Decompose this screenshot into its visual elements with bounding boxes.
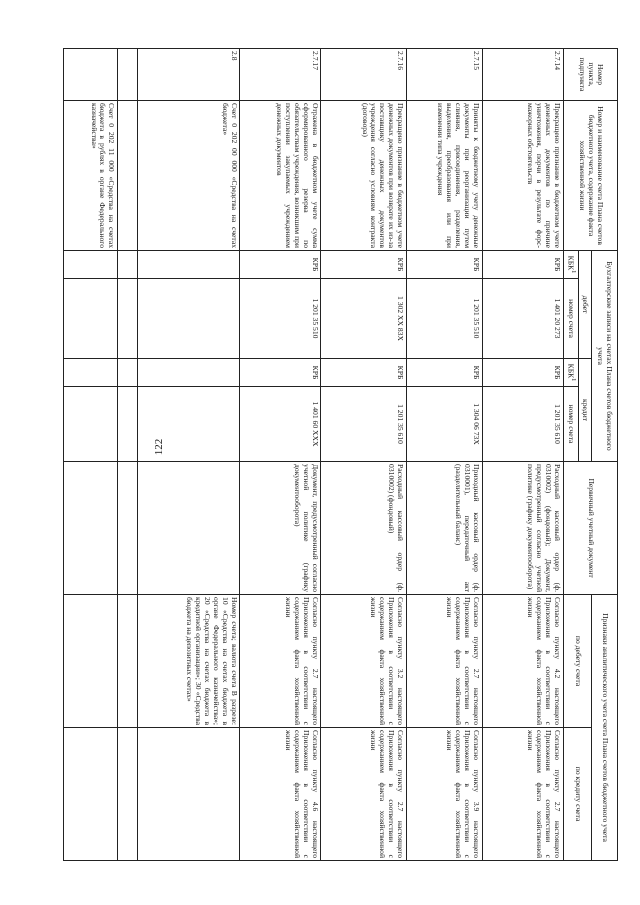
analytics-credit bbox=[137, 728, 240, 861]
analytics-debit bbox=[117, 595, 137, 728]
debit-account: 1 201 35 510 bbox=[240, 279, 321, 359]
kbk-debit: КРБ bbox=[240, 251, 321, 279]
row-description bbox=[117, 101, 137, 251]
analytics-credit bbox=[64, 728, 118, 861]
table-row bbox=[406, 49, 482, 861]
rotated-table-wrapper bbox=[63, 48, 618, 860]
kbk-debit: КРБ bbox=[482, 251, 563, 279]
page-number: 122 bbox=[153, 438, 165, 456]
debit-account bbox=[117, 279, 137, 359]
analytics-debit: Согласно пункту 3.2 настоящего Приложения в соответствии с содержанием факта хозяйственной жизни bbox=[321, 595, 407, 728]
row-number bbox=[64, 49, 118, 101]
table-row bbox=[321, 49, 407, 861]
kbk-debit bbox=[64, 251, 118, 279]
kbk-credit bbox=[137, 359, 240, 387]
header-analytics-debit: по дебету счета bbox=[563, 595, 591, 728]
header-primary-document: Первичный учетный документ bbox=[563, 462, 617, 595]
header-kbk-credit: КБК$^1$ bbox=[563, 359, 578, 387]
header-analytics: Признаки аналитического учета счета Плана счетов бюджетного учета bbox=[592, 595, 618, 861]
analytics-debit bbox=[64, 595, 118, 728]
row-description: Счет 0 202 11 000 «Средства на счетах бюджета в рублях в органе Федерального казначейства» bbox=[64, 101, 118, 251]
credit-account: 1 201 35 610 bbox=[321, 387, 407, 462]
row-description: Приняты к бюджетному учету денежные документы при реорганизации путем слияния, присоединения, разделения, выделения, преобразования или при изменении типа учреждения bbox=[406, 101, 482, 251]
row-description: Прекращено признание в бюджетном учете денежных документов при возврате их из-за поставщику денежных документов учреждения согласно условиям контракта (договора) bbox=[321, 101, 407, 251]
debit-account: 1 201 35 510 bbox=[406, 279, 482, 359]
kbk-credit bbox=[117, 359, 137, 387]
row-number: 2.7.15 bbox=[406, 49, 482, 101]
analytics-credit: Согласно пункту 2.7 настоящего Приложения в соответствии с содержанием факта хозяйственной жизни bbox=[482, 728, 563, 861]
row-number bbox=[117, 49, 137, 101]
debit-account: 1 302 XX 83X bbox=[321, 279, 407, 359]
row-description: Счет 0 202 00 000 «Средства на счетах бюджета» bbox=[137, 101, 240, 251]
header-credit-account: номер счета bbox=[563, 387, 578, 462]
accounting-table bbox=[63, 48, 618, 861]
table-row bbox=[117, 49, 137, 861]
analytics-credit bbox=[117, 728, 137, 861]
header-kbk-debit: КБК$^1$ bbox=[563, 251, 578, 279]
credit-account: 1 401 60 XXX bbox=[240, 387, 321, 462]
credit-account bbox=[117, 387, 137, 462]
row-description: Отражена в бюджетном учете сумма сформированного резерва по обязательствам учреждения, возникшим при поступлении закупаемых учреждением денежных документов bbox=[240, 101, 321, 251]
table-row bbox=[240, 49, 321, 861]
analytics-credit: Согласно пункту 2.7 настоящего Приложения в соответствии с содержанием факта хозяйственной жизни bbox=[321, 728, 407, 861]
row-number: 2.7.14 bbox=[482, 49, 563, 101]
row-number: 2.8 bbox=[137, 49, 240, 101]
primary-document bbox=[64, 462, 118, 595]
analytics-debit: Согласно пункту 4.2 настоящего Приложения в соответствии с содержанием факта хозяйственной жизни bbox=[482, 595, 563, 728]
primary-document: Документ, предусмотренный согласно учетной политике (графику документооборота) bbox=[240, 462, 321, 595]
kbk-debit: КРБ bbox=[406, 251, 482, 279]
kbk-debit bbox=[117, 251, 137, 279]
kbk-credit bbox=[64, 359, 118, 387]
analytics-credit: Согласно пункту 3.9 настоящего Приложения в соответствии с содержанием факта хозяйственной жизни bbox=[406, 728, 482, 861]
row-description: Прекращено признание в бюджетном учете денежных документов по причине уничтожения, порчи в результате форс-мажорных обстоятельств bbox=[482, 101, 563, 251]
debit-account bbox=[137, 279, 240, 359]
header-debit-account: номер счета bbox=[563, 279, 578, 359]
primary-document: Приходный кассовый ордер (ф. 0310001), передаточный акт (разделительный баланс) bbox=[406, 462, 482, 595]
credit-account: 1 304 06 73X bbox=[406, 387, 482, 462]
kbk-credit: КРБ bbox=[321, 359, 407, 387]
header-account-name: Номер и наименование счета Плана счетов бюджетного учета, содержание факта хозяйственной жизни bbox=[563, 101, 617, 251]
debit-account bbox=[64, 279, 118, 359]
row-number: 2.7.17 bbox=[240, 49, 321, 101]
kbk-credit: КРБ bbox=[482, 359, 563, 387]
kbk-debit: КРБ bbox=[321, 251, 407, 279]
header-entries: Бухгалтерские записи на счетах Плана счетов бюджетного учета bbox=[592, 251, 618, 462]
header-debit: дебет bbox=[579, 251, 592, 359]
credit-account: 1 201 35 610 bbox=[482, 387, 563, 462]
kbk-credit: КРБ bbox=[240, 359, 321, 387]
primary-document bbox=[117, 462, 137, 595]
primary-document bbox=[137, 462, 240, 595]
table-row bbox=[137, 49, 240, 861]
header-analytics-credit: по кредиту счета bbox=[563, 728, 591, 861]
table-row bbox=[64, 49, 118, 861]
credit-account bbox=[137, 387, 240, 462]
header-credit: кредит bbox=[579, 359, 592, 462]
analytics-debit: Согласно пункту 2.7 настоящего Приложения в соответствии с содержанием факта хозяйственной жизни bbox=[240, 595, 321, 728]
analytics-credit: Согласно пункту 4.6 настоящего Приложения в соответствии с содержанием факта хозяйственной жизни bbox=[240, 728, 321, 861]
primary-document: Расходный кассовый ордер (ф. 0310002) (фондовый) bbox=[321, 462, 407, 595]
primary-document: Расходный кассовый ордер (ф. 0310002) (фондовый); Документ, предусмотренный согласно учетной политике (графику документооборота) bbox=[482, 462, 563, 595]
analytics-debit: Номер счета; валюта счета В разрезе: 10 «Средства на счетах бюджета в органе Федерального казначейства»; 20 «Средства на счетах бюджета в кредитной организации»; 30 «Средства бюджета на депозитных счетах» bbox=[137, 595, 240, 728]
header-row-number: Номер пункта, подпункта bbox=[563, 49, 617, 101]
kbk-debit bbox=[137, 251, 240, 279]
analytics-debit: Согласно пункту 2.7 настоящего Приложения в соответствии с содержанием факта хозяйственной жизни bbox=[406, 595, 482, 728]
debit-account: 1 401 20 273 bbox=[482, 279, 563, 359]
table-row bbox=[482, 49, 563, 861]
kbk-credit: КРБ bbox=[406, 359, 482, 387]
credit-account bbox=[64, 387, 118, 462]
row-number: 2.7.16 bbox=[321, 49, 407, 101]
